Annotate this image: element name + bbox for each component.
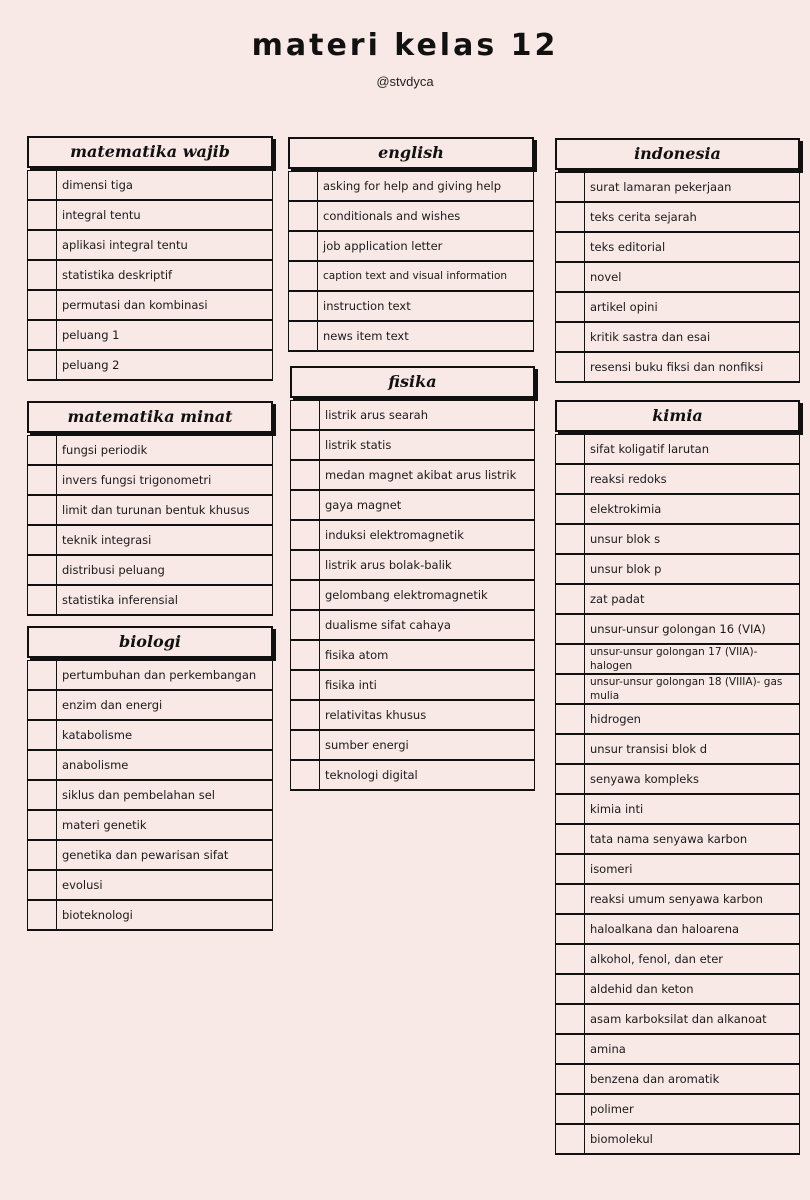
checkbox[interactable]: [556, 1035, 585, 1063]
topic-label: listrik statis: [325, 437, 392, 452]
checklist-row: [27, 291, 273, 321]
topic-label: sumber energi: [325, 737, 409, 752]
checklist-row: [27, 261, 273, 291]
checkbox[interactable]: [291, 701, 320, 729]
section-kimia: [555, 400, 800, 1155]
checkbox[interactable]: [28, 841, 57, 869]
checkbox[interactable]: [28, 351, 57, 379]
topic-label: genetika dan pewarisan sifat: [62, 847, 229, 862]
topic-label: relativitas khusus: [325, 707, 427, 722]
checklist-row: [555, 855, 800, 885]
topic-label: reaksi redoks: [590, 471, 667, 486]
checklist-row: [555, 765, 800, 795]
topic-label: aldehid dan keton: [590, 981, 694, 996]
checklist-row: [555, 323, 800, 353]
checkbox[interactable]: [28, 201, 57, 229]
topic-label: fisika atom: [325, 647, 389, 662]
checkbox[interactable]: [289, 292, 318, 320]
checklist-row: [555, 1095, 800, 1125]
checkbox[interactable]: [28, 871, 57, 899]
checklist-row: [290, 491, 535, 521]
checklist-row: [290, 641, 535, 671]
checkbox[interactable]: [556, 293, 585, 321]
checkbox[interactable]: [289, 172, 318, 200]
checklist-row: [555, 435, 800, 465]
checklist-row: [555, 495, 800, 525]
checklist-row: [555, 735, 800, 765]
checklist-row: [555, 555, 800, 585]
topic-label: bioteknologi: [62, 907, 133, 922]
topic-label: unsur-unsur golongan 16 (VIA): [590, 621, 766, 636]
checklist-row: [555, 1005, 800, 1035]
topic-label: benzena dan aromatik: [590, 1071, 720, 1086]
topic-label: resensi buku fiksi dan nonfiksi: [590, 359, 764, 374]
page-title: materi kelas 12: [251, 28, 559, 63]
checklist-row: [27, 201, 273, 231]
topic-label: reaksi umum senyawa karbon: [590, 891, 763, 906]
checklist-row: [555, 173, 800, 203]
topic-label: statistika inferensial: [62, 592, 178, 607]
topic-label: dimensi tiga: [62, 177, 133, 192]
checkbox[interactable]: [556, 1065, 585, 1093]
topic-label: hidrogen: [590, 711, 641, 726]
checkbox[interactable]: [556, 323, 585, 351]
checklist: [27, 170, 273, 381]
checklist-row: [288, 322, 534, 352]
checkbox[interactable]: [556, 795, 585, 823]
checklist: [27, 660, 273, 931]
checklist-row: [27, 871, 273, 901]
checkbox[interactable]: [28, 321, 57, 349]
checkbox[interactable]: [556, 765, 585, 793]
checkbox[interactable]: [28, 466, 57, 494]
topic-label: anabolisme: [62, 757, 129, 772]
checkbox[interactable]: [556, 705, 585, 733]
checkbox[interactable]: [291, 521, 320, 549]
topic-label: news item text: [323, 328, 409, 343]
topic-label: distribusi peluang: [62, 562, 165, 577]
checklist: [288, 171, 534, 352]
section-indonesia: [555, 138, 800, 383]
checkbox[interactable]: [556, 435, 585, 463]
checkbox[interactable]: [556, 855, 585, 883]
topic-label: novel: [590, 269, 622, 284]
topic-label: teks cerita sejarah: [590, 209, 697, 224]
checklist-row: [27, 526, 273, 556]
topic-label: fisika inti: [325, 677, 377, 692]
topic-label: induksi elektromagnetik: [325, 527, 464, 542]
section-title: english: [288, 137, 534, 169]
section-title: matematika wajib: [27, 136, 273, 168]
topic-label: teks editorial: [590, 239, 666, 254]
checkbox[interactable]: [289, 232, 318, 260]
topic-label: peluang 2: [62, 357, 120, 372]
topic-label: unsur blok p: [590, 561, 662, 576]
topic-label: enzim dan energi: [62, 697, 163, 712]
topic-label: zat padat: [590, 591, 645, 606]
checklist-row: [27, 661, 273, 691]
checkbox[interactable]: [556, 885, 585, 913]
checkbox[interactable]: [289, 202, 318, 230]
topic-label: sifat koligatif larutan: [590, 441, 709, 456]
checkbox[interactable]: [556, 735, 585, 763]
topic-label: siklus dan pembelahan sel: [62, 787, 216, 802]
checkbox[interactable]: [291, 491, 320, 519]
checklist-row: [27, 351, 273, 381]
topic-label: asam karboksilat dan alkanoat: [590, 1011, 767, 1026]
checklist-row: [290, 551, 535, 581]
topic-label: pertumbuhan dan perkembangan: [62, 667, 257, 682]
checkbox[interactable]: [28, 291, 57, 319]
checklist-row: [555, 585, 800, 615]
checklist-row: [555, 1065, 800, 1095]
topic-label: instruction text: [323, 298, 411, 313]
topic-label: listrik arus searah: [325, 407, 429, 422]
checkbox[interactable]: [28, 901, 57, 929]
checklist-row: [555, 825, 800, 855]
checklist-row: [27, 586, 273, 616]
topic-label: isomeri: [590, 861, 633, 876]
checklist-row: [555, 645, 800, 675]
checklist-row: [27, 436, 273, 466]
checkbox[interactable]: [556, 975, 585, 1003]
section-matematika-minat: [27, 401, 273, 616]
topic-label: medan magnet akibat arus listrik: [325, 467, 517, 482]
topic-label: unsur-unsur golongan 17 (VIIA)- halogen: [590, 646, 758, 672]
topic-label: fungsi periodik: [62, 442, 148, 457]
checklist-row: [555, 1035, 800, 1065]
checkbox[interactable]: [291, 551, 320, 579]
checklist-row: [290, 401, 535, 431]
checkbox[interactable]: [556, 945, 585, 973]
checklist-row: [555, 915, 800, 945]
checkbox[interactable]: [291, 401, 320, 429]
topic-label: evolusi: [62, 877, 103, 892]
topic-label: teknik integrasi: [62, 532, 152, 547]
checklist: [290, 400, 535, 791]
checkbox[interactable]: [28, 781, 57, 809]
checkbox[interactable]: [289, 322, 318, 350]
checkbox[interactable]: [28, 261, 57, 289]
topic-label: permutasi dan kombinasi: [62, 297, 208, 312]
checklist-row: [290, 761, 535, 791]
checklist-row: [555, 203, 800, 233]
checklist-row: [27, 171, 273, 201]
checkbox[interactable]: [556, 465, 585, 493]
section-fisika: [290, 366, 535, 791]
topic-label: aplikasi integral tentu: [62, 237, 188, 252]
checkbox[interactable]: [28, 586, 57, 614]
checklist-row: [27, 321, 273, 351]
checkbox[interactable]: [556, 1125, 585, 1153]
checkbox[interactable]: [556, 675, 585, 703]
topic-label: unsur transisi blok d: [590, 741, 707, 756]
topic-label: artikel opini: [590, 299, 658, 314]
checkbox[interactable]: [28, 436, 57, 464]
checkbox[interactable]: [291, 581, 320, 609]
checklist: [27, 435, 273, 616]
checkbox[interactable]: [556, 585, 585, 613]
checklist-row: [288, 202, 534, 232]
checkbox[interactable]: [556, 263, 585, 291]
checklist-row: [27, 691, 273, 721]
checkbox[interactable]: [291, 431, 320, 459]
checklist-row: [555, 975, 800, 1005]
checklist-row: [555, 705, 800, 735]
checklist-row: [290, 461, 535, 491]
topic-label: senyawa kompleks: [590, 771, 700, 786]
topic-label: unsur blok s: [590, 531, 661, 546]
section-english: [288, 137, 534, 352]
checklist: [555, 172, 800, 383]
checkbox[interactable]: [28, 496, 57, 524]
topic-label: amina: [590, 1041, 626, 1056]
checklist-row: [288, 172, 534, 202]
checklist-row: [555, 615, 800, 645]
checklist-row: [27, 231, 273, 261]
checkbox[interactable]: [28, 751, 57, 779]
checklist-row: [555, 1125, 800, 1155]
section-title: fisika: [290, 366, 535, 398]
checklist-row: [290, 521, 535, 551]
topic-label: kritik sastra dan esai: [590, 329, 711, 344]
checklist-row: [27, 496, 273, 526]
checklist-row: [555, 675, 800, 705]
checklist-row: [27, 556, 273, 586]
topic-label: haloalkana dan haloarena: [590, 921, 740, 936]
checkbox[interactable]: [28, 811, 57, 839]
checkbox[interactable]: [556, 645, 585, 673]
checkbox[interactable]: [291, 731, 320, 759]
checklist-row: [27, 466, 273, 496]
topic-label: tata nama senyawa karbon: [590, 831, 748, 846]
section-title: kimia: [555, 400, 800, 432]
topic-label: statistika deskriptif: [62, 267, 173, 282]
topic-label: polimer: [590, 1101, 634, 1116]
topic-label: dualisme sifat cahaya: [325, 617, 451, 632]
checklist-row: [288, 232, 534, 262]
section-biologi: [27, 626, 273, 931]
topic-label: limit dan turunan bentuk khusus: [62, 502, 250, 517]
section-title: biologi: [27, 626, 273, 658]
topic-label: job application letter: [323, 238, 443, 253]
checklist-row: [555, 465, 800, 495]
topic-label: caption text and visual information: [323, 270, 508, 282]
checkbox[interactable]: [556, 525, 585, 553]
checklist-row: [555, 525, 800, 555]
topic-label: biomolekul: [590, 1131, 653, 1146]
checklist-row: [27, 721, 273, 751]
checklist-row: [27, 841, 273, 871]
checkbox[interactable]: [556, 1095, 585, 1123]
checkbox[interactable]: [28, 526, 57, 554]
topic-label: katabolisme: [62, 727, 133, 742]
topic-label: materi genetik: [62, 817, 147, 832]
checklist-row: [27, 781, 273, 811]
checklist-row: [555, 885, 800, 915]
checklist-row: [555, 945, 800, 975]
section-matematika-wajib: [27, 136, 273, 381]
checkbox[interactable]: [291, 461, 320, 489]
checklist-row: [555, 233, 800, 263]
checklist-row: [290, 581, 535, 611]
checklist-row: [290, 431, 535, 461]
checkbox[interactable]: [28, 171, 57, 199]
topic-label: elektrokimia: [590, 501, 662, 516]
checkbox[interactable]: [28, 691, 57, 719]
author-handle: @stvdyca: [376, 74, 434, 89]
topic-label: gaya magnet: [325, 497, 402, 512]
checkbox[interactable]: [556, 615, 585, 643]
topic-label: surat lamaran pekerjaan: [590, 179, 732, 194]
checklist-row: [290, 611, 535, 641]
checklist-row: [555, 263, 800, 293]
checklist-row: [555, 293, 800, 323]
checkbox[interactable]: [291, 611, 320, 639]
checklist-row: [27, 901, 273, 931]
checklist-row: [290, 671, 535, 701]
section-title: matematika minat: [27, 401, 273, 433]
checkbox[interactable]: [291, 761, 320, 789]
checklist-row: [27, 751, 273, 781]
checkbox[interactable]: [556, 495, 585, 523]
checkbox[interactable]: [28, 556, 57, 584]
checkbox[interactable]: [291, 671, 320, 699]
checkbox[interactable]: [28, 721, 57, 749]
topic-label: conditionals and wishes: [323, 208, 461, 223]
checkbox[interactable]: [556, 825, 585, 853]
topic-label: gelombang elektromagnetik: [325, 587, 488, 602]
checkbox[interactable]: [28, 231, 57, 259]
topic-label: listrik arus bolak-balik: [325, 557, 452, 572]
section-title: indonesia: [555, 138, 800, 170]
topic-label: asking for help and giving help: [323, 178, 502, 193]
checkbox[interactable]: [556, 353, 585, 381]
topic-label: teknologi digital: [325, 767, 418, 782]
checkbox[interactable]: [556, 233, 585, 261]
checklist-row: [290, 731, 535, 761]
topic-label: alkohol, fenol, dan eter: [590, 951, 723, 966]
topic-label: peluang 1: [62, 327, 120, 342]
checklist: [555, 434, 800, 1155]
checkbox[interactable]: [556, 915, 585, 943]
checkbox[interactable]: [556, 203, 585, 231]
checklist-row: [27, 811, 273, 841]
checkbox[interactable]: [291, 641, 320, 669]
checklist-row: [555, 353, 800, 383]
topic-label: invers fungsi trigonometri: [62, 472, 212, 487]
topic-label: kimia inti: [590, 801, 644, 816]
topic-label: integral tentu: [62, 207, 141, 222]
checkbox[interactable]: [556, 1005, 585, 1033]
checkbox[interactable]: [28, 661, 57, 689]
checklist-row: [290, 701, 535, 731]
checkbox[interactable]: [556, 555, 585, 583]
checkbox[interactable]: [556, 173, 585, 201]
checklist-row: [288, 292, 534, 322]
checklist-row: [288, 262, 534, 292]
checkbox[interactable]: [289, 262, 318, 290]
checklist-row: [555, 795, 800, 825]
topic-label: unsur-unsur golongan 18 (VIIIA)- gas mulia: [590, 676, 783, 702]
